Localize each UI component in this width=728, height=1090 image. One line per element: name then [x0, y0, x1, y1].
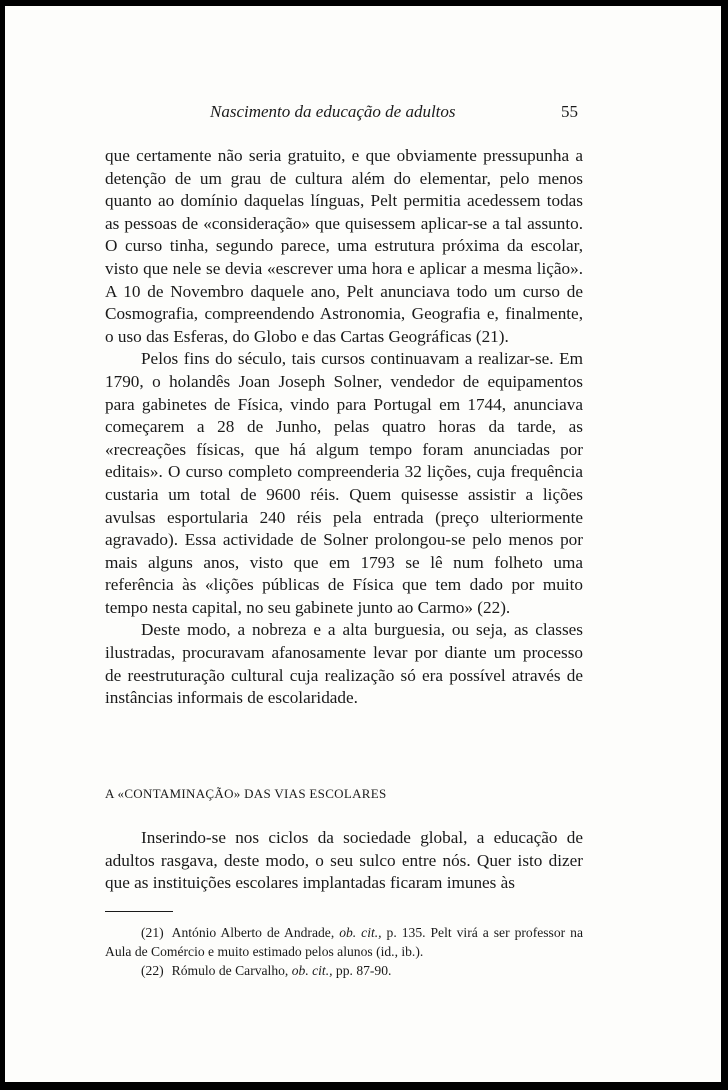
footnote-author: António Alberto de Andrade,	[171, 925, 335, 940]
footnotes	[105, 923, 583, 980]
footnote-divider	[105, 911, 173, 912]
paragraph-continued: que certamente não seria gratuito, e que obviamente pressupunha a detenção de um grau de cultura além do elementar, pelo menos quanto ao domínio daquelas línguas, Pelt permitia acedessem todas as pessoas de «consideração» que quisessem aplicar-se a tal assunto. O curso tinha, segundo parece, uma estrutura próxima da escolar, visto que nele se devia «escrever uma hora e aplicar a mesma lição». A 10 de Novembro daquele ano, Pelt anunciava todo um curso de Cosmografia, compreendendo Astronomia, Geografia e, finalmente, o uso das Esferas, do Globo e das Cartas Geográficas (21).	[105, 146, 583, 346]
running-title: Nascimento da educação de adultos	[210, 102, 456, 121]
footnote-text: pp. 87-90.	[335, 963, 392, 978]
footnote-22	[105, 961, 583, 980]
footnote-21	[105, 923, 583, 961]
section-heading: A «CONTAMINAÇÃO» DAS VIAS ESCOLARES	[105, 786, 387, 801]
paragraph-conclusion: Deste modo, a nobreza e a alta burguesia, ou seja, as classes ilustradas, procuravam afanosamente levar por diante um processo de reestruturação cultural cuja realização só era possível através de instâncias informais de escolaridade.	[105, 620, 583, 708]
section-paragraph: Inserindo-se nos ciclos da sociedade global, a educação de adultos rasgava, deste modo, o seu sulco entre nós. Quer isto dizer que as instituições escolares implantadas ficaram imunes às	[105, 828, 583, 893]
page-number: 55	[561, 102, 578, 121]
footnote-citation: ob. cit.,	[291, 963, 333, 978]
section-text	[105, 827, 583, 895]
footnote-text: p. 135. Pelt virá a ser professor na Aula de Comércio e muito estimado pelos alunos (id., ib.).	[105, 925, 583, 959]
running-head	[5, 102, 721, 126]
paragraph-solner: Pelos fins do século, tais cursos continuavam a realizar-se. Em 1790, o holandês Joan Joseph Solner, vendedor de equipamentos para gabinetes de Física, vindo para Portugal em 1744, anunciava começarem a 28 de Junho, pelas quatro horas da tarde, as «recreações físicas, que há algum tempo foram anunciadas por editais». O curso completo compreenderia 32 lições, cuja frequência custaria um total de 9600 réis. Quem quisesse assistir a lições avulsas esportularia 240 réis pela entrada (preço ulteriormente agravado). Essa actividade de Solner prolongou-se pelo menos por mais alguns anos, visto que em 1793 se lê num folheto uma referência às «lições públicas de Física que tem dado por muito tempo nesta capital, no seu gabinete junto ao Carmo» (22).	[105, 349, 583, 617]
footnote-number: (21)	[141, 925, 164, 940]
footnote-number: (22)	[141, 963, 164, 978]
book-page	[5, 6, 721, 1082]
footnote-author: Rómulo de Carvalho,	[171, 963, 289, 978]
footnote-citation: ob. cit.,	[339, 925, 382, 940]
main-text	[105, 145, 583, 710]
